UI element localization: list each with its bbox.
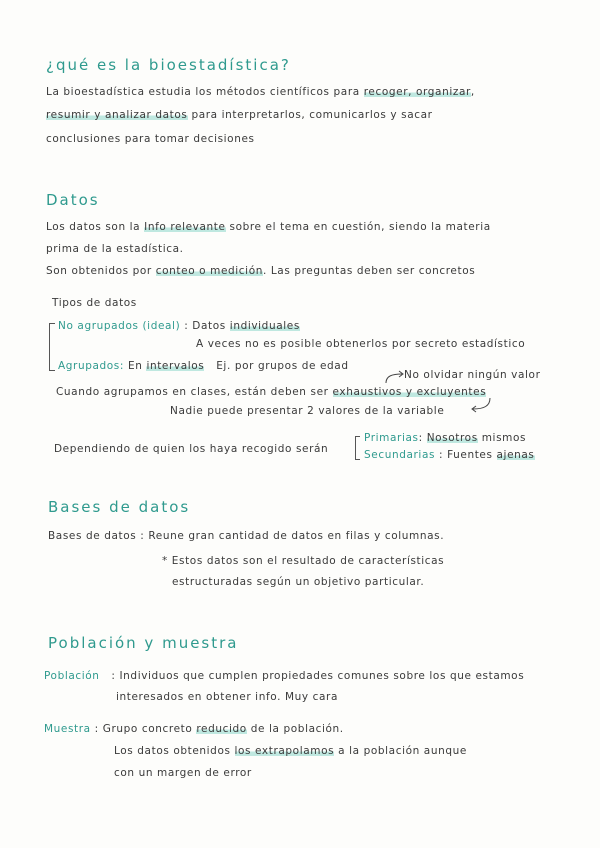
agrupados-line <box>58 360 349 372</box>
label: Muestra <box>44 723 91 735</box>
bracket <box>355 436 360 460</box>
note-line: Nadie puede presentar 2 valores de la variable <box>170 405 445 417</box>
label: No agrupados (ideal) <box>58 320 181 332</box>
text: , <box>470 86 475 98</box>
section-title-bioestadistica: ¿qué es la bioestadística? <box>46 56 291 74</box>
poblacion-line <box>44 670 524 682</box>
text: : Fuentes <box>439 449 493 461</box>
section-title-poblacion: Población y muestra <box>48 634 239 652</box>
highlight: los extrapolamos <box>234 745 335 757</box>
text: Los datos obtenidos <box>114 745 231 757</box>
no-agrupados-line <box>58 320 300 332</box>
section-title-bases: Bases de datos <box>48 498 191 516</box>
text: de la población. <box>250 723 344 735</box>
text: : Datos <box>184 320 226 332</box>
highlight: intervalos <box>146 360 205 372</box>
primarias-line <box>364 432 526 444</box>
note-line: A veces no es posible obtenerlos por secreto estadístico <box>196 338 526 350</box>
label: Población <box>44 670 100 682</box>
highlight: conteo o medición <box>155 265 263 277</box>
arrow-icon <box>470 398 492 414</box>
paragraph-line: estructuradas según un objetivo particular. <box>172 576 425 588</box>
paragraph-line <box>46 265 475 277</box>
text: Ej. por grupos de edad <box>216 360 349 372</box>
section-title-datos: Datos <box>46 191 100 209</box>
paragraph-line <box>46 221 491 233</box>
text: Los datos son la <box>46 221 141 233</box>
paragraph-line: conclusiones para tomar decisiones <box>46 133 255 145</box>
paragraph-line: * Estos datos son el resultado de características <box>162 555 445 567</box>
highlight: Info relevante <box>144 221 226 233</box>
secundarias-line <box>364 449 535 461</box>
highlight: recoger, organizar <box>363 86 471 98</box>
highlight: reducido <box>196 723 247 735</box>
label: Agrupados: <box>58 360 125 372</box>
label: Secundarias <box>364 449 436 461</box>
text: : Individuos que cumplen propiedades comunes sobre los que estamos <box>111 670 525 682</box>
paragraph-line: Bases de datos : Reune gran cantidad de datos en filas y columnas. <box>48 530 445 542</box>
text: sobre el tema en cuestión, siendo la materia <box>229 221 491 233</box>
paragraph-line <box>56 386 486 398</box>
text: En <box>127 360 143 372</box>
text: . Las preguntas deben ser concretos <box>262 265 476 277</box>
arrow-icon <box>384 370 404 384</box>
text: La bioestadística estudia los métodos científicos para <box>46 86 360 98</box>
highlight: exhaustivos y excluyentes <box>332 386 487 398</box>
paragraph-line <box>46 86 475 98</box>
label: Primarias <box>364 432 419 444</box>
paragraph-line: interesados en obtener info. Muy cara <box>116 691 338 703</box>
paragraph-line <box>46 109 433 121</box>
text: para interpretarlos, comunicarlos y sacar <box>191 109 433 121</box>
note-line: No olvidar ningún valor <box>404 369 541 381</box>
bracket <box>49 323 55 371</box>
text: Cuando agrupamos en clases, están deben ser <box>56 386 329 398</box>
highlight: resumir y analizar datos <box>46 109 188 121</box>
text: mismos <box>481 432 527 444</box>
highlight: Nosotros <box>426 432 478 444</box>
text: : <box>418 432 423 444</box>
highlight: individuales <box>229 320 300 332</box>
tipos-heading: Tipos de datos <box>52 297 137 309</box>
paragraph-line <box>114 745 467 757</box>
paragraph-line: prima de la estadística. <box>46 243 184 255</box>
text: Son obtenidos por <box>46 265 152 277</box>
text: a la población aunque <box>338 745 467 757</box>
text: : Grupo concreto <box>94 723 193 735</box>
muestra-line <box>44 723 344 735</box>
highlight: ajenas <box>496 449 535 461</box>
paragraph-line: Dependiendo de quien los haya recogido serán <box>54 443 329 455</box>
paragraph-line: con un margen de error <box>114 767 252 779</box>
